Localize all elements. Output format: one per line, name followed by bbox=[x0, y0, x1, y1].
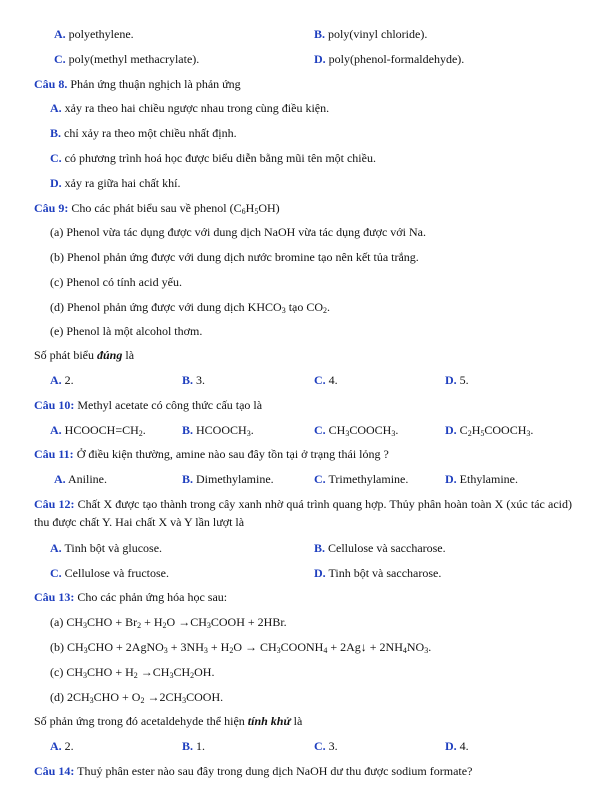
q9-statement-d: (d) Phenol phản ứng được với dung dịch $KHCO_3$ tạo $CO_2$. bbox=[50, 300, 331, 315]
q14-stem: Câu 14: Thuỷ phân ester nào sau đây trong dung dịch NaOH dư thu được sodium formate? bbox=[34, 764, 473, 778]
q13-reaction-d: (d) $2CH_3CHO + O_2$ $\to 2CH_3COOH$. bbox=[50, 690, 224, 705]
q13-reaction-c: (c) $CH_3CHO + H_2 \to CH_3CH_2OH$. bbox=[50, 665, 215, 680]
q13-option-b: B. 1. bbox=[182, 739, 206, 753]
q9-count-prompt: Số phát biểu đúng là bbox=[34, 348, 135, 362]
q9-statement-c: (c) Phenol có tính acid yếu. bbox=[50, 275, 182, 289]
q13-option-a: A. 2. bbox=[50, 739, 74, 753]
q12-option-b: B. Cellulose và saccharose. bbox=[314, 541, 446, 555]
q13-option-c: C. 3. bbox=[314, 739, 338, 753]
q9-option-a: A. 2. bbox=[50, 373, 74, 387]
q8-option-a: A. xảy ra theo hai chiều ngược nhau trong cùng điều kiện. bbox=[50, 101, 330, 115]
q9-option-d: D. 5. bbox=[445, 373, 469, 387]
q10-option-b: B. $HCOOCH_3$. bbox=[182, 423, 254, 438]
q11-option-d: D. Ethylamine. bbox=[445, 472, 518, 486]
q9-stem: Câu 9: Cho các phát biểu sau về phenol $(C_6H_5OH)$ bbox=[34, 201, 280, 216]
q7-option-c: C. poly(methyl methacrylate). bbox=[54, 52, 200, 66]
q13-stem: Câu 13: Cho các phản ứng hóa học sau: bbox=[34, 590, 228, 604]
q11-option-b: B. Dimethylamine. bbox=[182, 472, 274, 486]
q10-option-d: D. $C_2H_5COOCH_3$. bbox=[445, 423, 534, 438]
q12-stem: Câu 12: Chất X được tạo thành trong cây xanh nhờ quá trình quang hợp. Thủy phân hoàn toàn X (xúc tác acid) thu được chất Y. Hai chất X và Y lần lượt là bbox=[34, 497, 573, 529]
q11-option-a: A. Aniline. bbox=[54, 472, 108, 486]
q8-option-b: B. chỉ xảy ra theo một chiều nhất định. bbox=[50, 126, 237, 140]
q13-count-prompt: Số phản ứng trong đó acetaldehyde thể hiện tính khử là bbox=[34, 714, 303, 728]
q10-option-a: A. $HCOOCH=CH_2$. bbox=[50, 423, 146, 438]
q13-reaction-b: (b) $CH_3CHO$ + 2AgNO$_3$ + $3NH_3 + H_2O$ → $CH_3COONH_4$ + 2Ag↓ + $2NH_4NO_3$. bbox=[50, 640, 432, 655]
q9-statement-b: (b) Phenol phản ứng được với dung dịch nước bromine tạo nên kết tủa trắng. bbox=[50, 250, 419, 264]
q13-reaction-a: (a) $CH_3CHO + Br_2 + H_2O$ $\to CH_3COOH + 2HBr$. bbox=[50, 615, 287, 630]
q8-option-c: C. có phương trình hoá học được biểu diễn bằng mũi tên một chiều. bbox=[50, 151, 376, 165]
q9-option-c: C. 4. bbox=[314, 373, 338, 387]
q9-statement-a: (a) Phenol vừa tác dụng được với dung dịch NaOH vừa tác dụng được với Na. bbox=[50, 225, 426, 239]
q10-option-c: C. $CH_3COOCH_3$. bbox=[314, 423, 399, 438]
q9-option-b: B. 3. bbox=[182, 373, 206, 387]
q7-option-b: B. poly(vinyl chloride). bbox=[314, 27, 428, 41]
q8-stem: Câu 8. Phản ứng thuận nghịch là phản ứng bbox=[34, 77, 241, 91]
q12-option-d: D. Tinh bột và saccharose. bbox=[314, 566, 442, 580]
q13-option-d: D. 4. bbox=[445, 739, 469, 753]
q11-option-c: C. Trimethylamine. bbox=[314, 472, 409, 486]
q8-option-d: D. xảy ra giữa hai chất khí. bbox=[50, 176, 181, 190]
q11-stem: Câu 11: Ở điều kiện thường, amine nào sau đây tồn tại ở trạng thái lỏng ? bbox=[34, 447, 389, 461]
q9-statement-e: (e) Phenol là một alcohol thơm. bbox=[50, 324, 203, 338]
q7-option-d: D. poly(phenol-formaldehyde). bbox=[314, 52, 465, 66]
q12-option-c: C. Cellulose và fructose. bbox=[50, 566, 169, 580]
q10-stem: Câu 10: Methyl acetate có công thức cấu tạo là bbox=[34, 398, 263, 412]
q12-option-a: A. Tinh bột và glucose. bbox=[50, 541, 163, 555]
q7-option-a: A. polyethylene. bbox=[54, 27, 134, 41]
